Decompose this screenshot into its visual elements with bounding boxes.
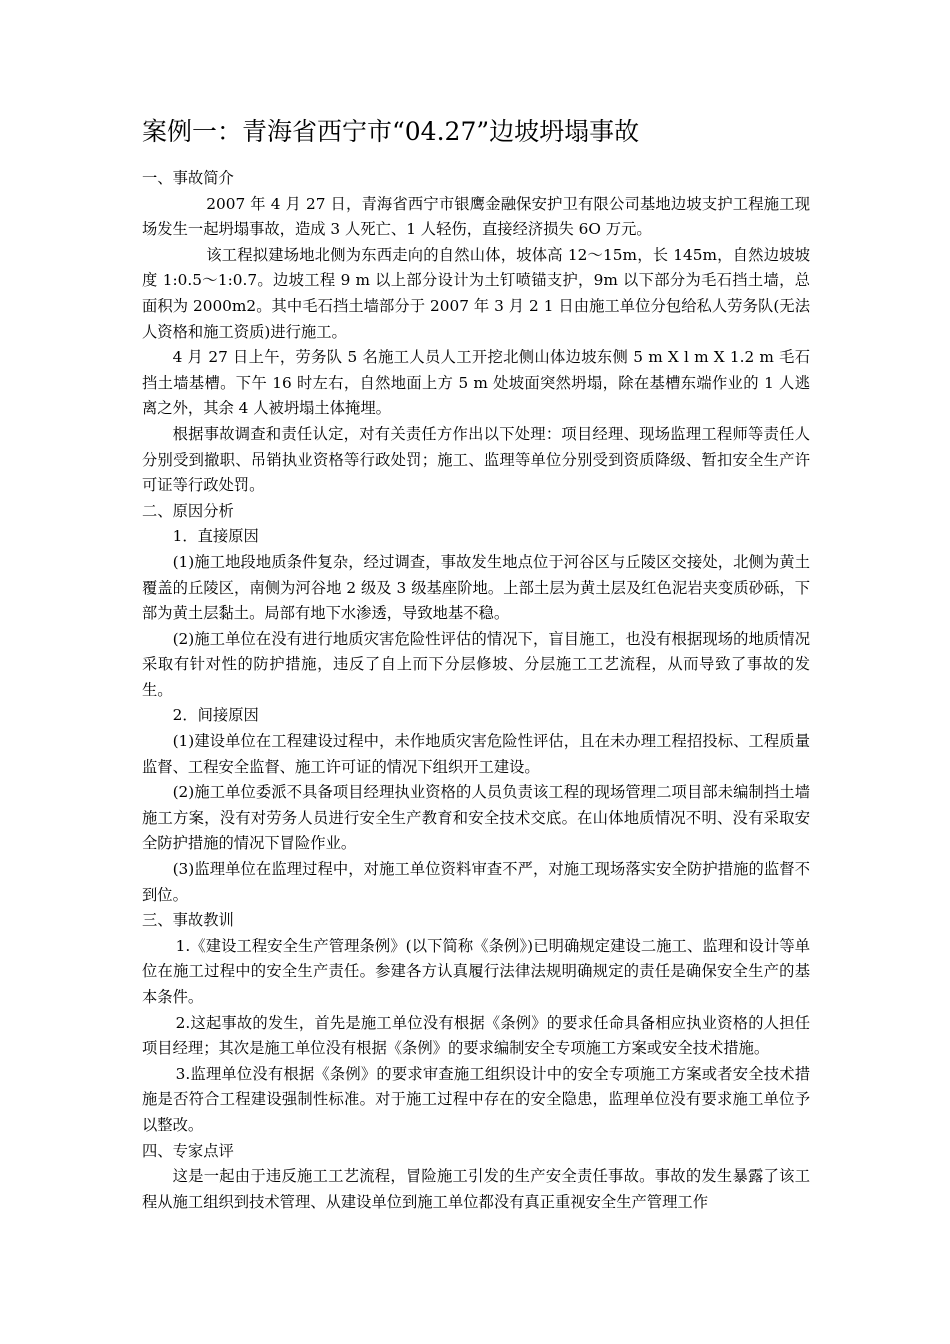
body-paragraph: 4 月 27 日上午，劳务队 5 名施工人员人工开挖北侧山体边坡东侧 5 m X l m X 1.2 m 毛石挡土墙基槽。下午 16 时左右，自然地面上方 5 m 处坡面突然坍塌，除在基槽东端作业的 1 人逃离之外，其余 4 人被坍塌土体掩埋。 xyxy=(142,348,810,418)
document-body xyxy=(142,166,810,1215)
body-paragraph: 2007 年 4 月 27 日，青海省西宁市银鹰金融保安护卫有限公司基地边坡支护工程施工现场发生一起坍塌事故，造成 3 人死亡、1 人轻伤，直接经济损失 6O 万元。 xyxy=(142,194,810,239)
section-heading: 一、事故简介 xyxy=(142,169,234,187)
body-paragraph: 3.监理单位没有根据《条例》的要求审查施工组织设计中的安全专项施工方案或者安全技术措施是否符合工程建设强制性标准。对于施工过程中存在的安全隐患，监理单位没有要求施工单位予以整改。 xyxy=(142,1064,810,1134)
body-paragraph: 这是一起由于违反施工工艺流程，冒险施工引发的生产安全责任事故。事故的发生暴露了该工程从施工组织到技术管理、从建设单位到施工单位都没有真正重视安全生产管理工作 xyxy=(142,1167,810,1211)
subsection-heading: 1．直接原因 xyxy=(172,527,259,546)
body-paragraph: (2)施工单位在没有进行地质灾害危险性评估的情况下，盲目施工，也没有根据现场的地质情况采取有针对性的防护措施，违反了自上而下分层修坡、分层施工工艺流程，从而导致了事故的发生。 xyxy=(142,629,810,699)
body-paragraph: 1.《建设工程安全生产管理条例》(以下简称《条例》)已明确规定建设二施工、监理和设计等单位在施工过程中的安全生产责任。参建各方认真履行法律法规明确规定的责任是确保安全生产的基本条件。 xyxy=(142,936,810,1006)
body-paragraph: (3)监理单位在监理过程中，对施工单位资料审查不严，对施工现场落实安全防护措施的监督不到位。 xyxy=(142,860,810,904)
body-paragraph: (1)施工地段地质条件复杂，经过调查，事故发生地点位于河谷区与丘陵区交接处，北侧为黄土覆盖的丘陵区，南侧为河谷地 2 级及 3 级基座阶地。上部土层为黄土层及红色泥岩夹变质砂砾，下部为黄土层黏土。局部有地下水渗透，导致地基不稳。 xyxy=(142,552,810,623)
body-paragraph: 根据事故调查和责任认定，对有关责任方作出以下处理：项目经理、现场监理工程师等责任人分别受到撤职、吊销执业资格等行政处罚；施工、监理等单位分别受到资质降级、暂扣安全生产许可证等行政处罚。 xyxy=(142,424,810,495)
body-paragraph: (1)建设单位在工程建设过程中，未作地质灾害危险性评估，且在未办理工程招投标、工程质量监督、工程安全监督、施工许可证的情况下组织开工建设。 xyxy=(142,732,810,776)
body-paragraph: 该工程拟建场地北侧为东西走向的自然山体，坡体高 12～15m，长 145m，自然边坡坡度 1:0.5～1:0.7。边坡工程 9 m 以上部分设计为土钉喷锚支护，9m 以下部分为毛石挡土墙，总面积为 2000m2。其中毛石挡土墙部分于 2007 年 3 月 2 1 日由施工单位分包给私人劳务队(无法人资格和施工资质)进行施工。 xyxy=(142,245,810,341)
section-heading: 二、原因分析 xyxy=(142,501,234,520)
section-heading: 三、事故教训 xyxy=(142,911,234,930)
document-title: 案例一：青海省西宁市“04.27”边坡坍塌事故 xyxy=(142,117,640,146)
subsection-heading: 2．间接原因 xyxy=(172,706,259,725)
body-paragraph: (2)施工单位委派不具备项目经理执业资格的人员负责该工程的现场管理二项目部未编制挡土墙施工方案，没有对劳务人员进行安全生产教育和安全技术交底。在山体地质情况不明、没有采取安全防护措施的情况下冒险作业。 xyxy=(142,783,810,853)
body-paragraph: 2.这起事故的发生，首先是施工单位没有根据《条例》的要求任命具备相应执业资格的人担任项目经理；其次是施工单位没有根据《条例》的要求编制安全专项施工方案或安全技术措施。 xyxy=(142,1013,810,1058)
section-heading: 四、专家点评 xyxy=(142,1141,234,1160)
